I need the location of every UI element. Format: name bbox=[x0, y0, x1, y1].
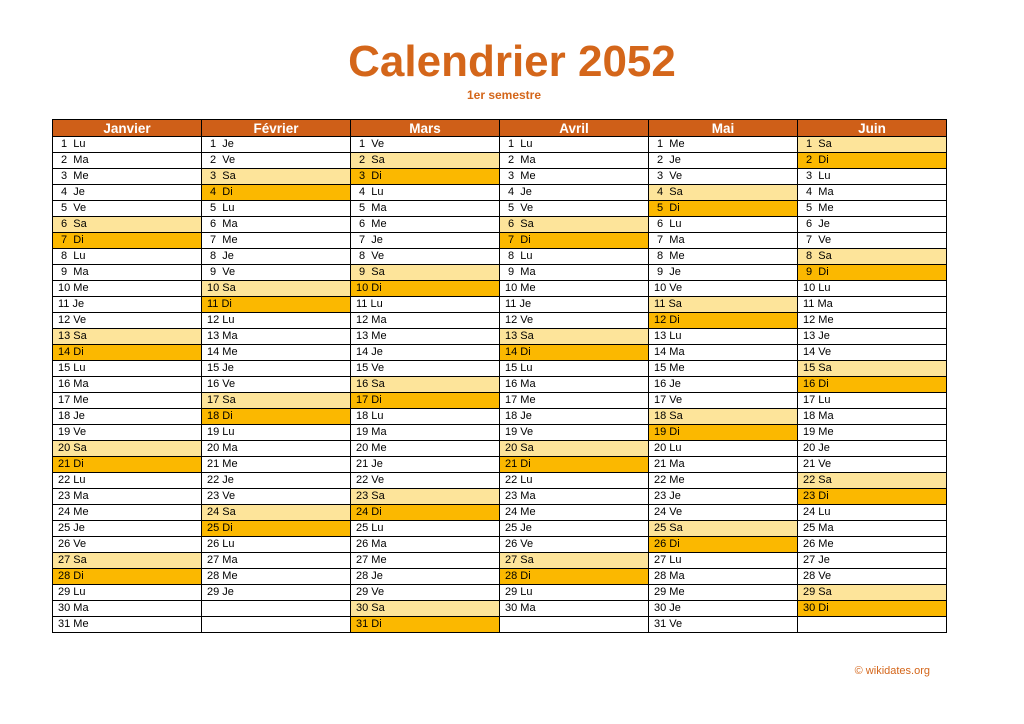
day-cell: 27 Je bbox=[798, 553, 947, 569]
day-cell: 10 Sa bbox=[202, 281, 351, 297]
day-row bbox=[53, 233, 947, 249]
day-cell: 24 Lu bbox=[798, 505, 947, 521]
day-cell: 24 Me bbox=[53, 505, 202, 521]
day-cell: 5 Me bbox=[798, 201, 947, 217]
day-cell: 3 Sa bbox=[202, 169, 351, 185]
day-cell: 16 Di bbox=[798, 377, 947, 393]
day-cell: 7 Me bbox=[202, 233, 351, 249]
day-cell: 27 Ma bbox=[202, 553, 351, 569]
empty-cell bbox=[202, 617, 351, 633]
day-cell: 21 Di bbox=[500, 457, 649, 473]
day-cell: 19 Ve bbox=[500, 425, 649, 441]
day-cell: 4 Je bbox=[500, 185, 649, 201]
empty-cell bbox=[798, 617, 947, 633]
day-cell: 26 Ve bbox=[500, 537, 649, 553]
day-cell: 2 Ma bbox=[53, 153, 202, 169]
day-row bbox=[53, 345, 947, 361]
day-cell: 15 Ve bbox=[351, 361, 500, 377]
day-cell: 22 Lu bbox=[500, 473, 649, 489]
day-cell: 22 Sa bbox=[798, 473, 947, 489]
day-cell: 15 Me bbox=[649, 361, 798, 377]
day-cell: 3 Di bbox=[351, 169, 500, 185]
day-cell: 7 Je bbox=[351, 233, 500, 249]
day-row bbox=[53, 409, 947, 425]
day-row bbox=[53, 249, 947, 265]
day-cell: 20 Ma bbox=[202, 441, 351, 457]
day-cell: 21 Je bbox=[351, 457, 500, 473]
day-cell: 11 Je bbox=[500, 297, 649, 313]
day-cell: 5 Di bbox=[649, 201, 798, 217]
day-cell: 24 Ve bbox=[649, 505, 798, 521]
day-cell: 15 Lu bbox=[53, 361, 202, 377]
day-cell: 21 Di bbox=[53, 457, 202, 473]
day-cell: 29 Lu bbox=[500, 585, 649, 601]
day-row bbox=[53, 393, 947, 409]
day-cell: 19 Ve bbox=[53, 425, 202, 441]
day-cell: 21 Ma bbox=[649, 457, 798, 473]
day-row bbox=[53, 137, 947, 153]
day-cell: 14 Ma bbox=[649, 345, 798, 361]
day-cell: 27 Me bbox=[351, 553, 500, 569]
day-row bbox=[53, 569, 947, 585]
day-cell: 31 Me bbox=[53, 617, 202, 633]
day-cell: 25 Je bbox=[500, 521, 649, 537]
day-cell: 24 Sa bbox=[202, 505, 351, 521]
day-row bbox=[53, 553, 947, 569]
day-cell: 1 Je bbox=[202, 137, 351, 153]
day-cell: 9 Di bbox=[798, 265, 947, 281]
calendar-table bbox=[52, 119, 947, 633]
day-row bbox=[53, 153, 947, 169]
day-cell: 19 Ma bbox=[351, 425, 500, 441]
day-cell: 2 Ma bbox=[500, 153, 649, 169]
day-cell: 26 Ve bbox=[53, 537, 202, 553]
day-cell: 20 Lu bbox=[649, 441, 798, 457]
day-cell: 11 Ma bbox=[798, 297, 947, 313]
day-cell: 19 Lu bbox=[202, 425, 351, 441]
day-cell: 9 Je bbox=[649, 265, 798, 281]
day-cell: 22 Lu bbox=[53, 473, 202, 489]
day-cell: 17 Lu bbox=[798, 393, 947, 409]
day-row bbox=[53, 537, 947, 553]
day-row bbox=[53, 505, 947, 521]
day-cell: 31 Di bbox=[351, 617, 500, 633]
day-cell: 13 Je bbox=[798, 329, 947, 345]
day-cell: 9 Ve bbox=[202, 265, 351, 281]
day-cell: 3 Me bbox=[500, 169, 649, 185]
day-cell: 2 Di bbox=[798, 153, 947, 169]
day-cell: 29 Lu bbox=[53, 585, 202, 601]
day-cell: 13 Sa bbox=[53, 329, 202, 345]
day-cell: 23 Ve bbox=[202, 489, 351, 505]
day-cell: 10 Ve bbox=[649, 281, 798, 297]
day-cell: 30 Sa bbox=[351, 601, 500, 617]
day-cell: 12 Me bbox=[798, 313, 947, 329]
day-cell: 5 Ma bbox=[351, 201, 500, 217]
day-cell: 8 Lu bbox=[53, 249, 202, 265]
day-cell: 2 Sa bbox=[351, 153, 500, 169]
empty-cell bbox=[202, 601, 351, 617]
day-cell: 16 Ve bbox=[202, 377, 351, 393]
day-cell: 10 Lu bbox=[798, 281, 947, 297]
day-row bbox=[53, 329, 947, 345]
day-cell: 29 Ve bbox=[351, 585, 500, 601]
day-cell: 13 Sa bbox=[500, 329, 649, 345]
day-cell: 23 Ma bbox=[53, 489, 202, 505]
day-cell: 1 Me bbox=[649, 137, 798, 153]
day-cell: 16 Je bbox=[649, 377, 798, 393]
day-cell: 12 Ma bbox=[351, 313, 500, 329]
day-row bbox=[53, 361, 947, 377]
day-row bbox=[53, 169, 947, 185]
day-cell: 27 Sa bbox=[500, 553, 649, 569]
day-cell: 11 Sa bbox=[649, 297, 798, 313]
day-cell: 20 Je bbox=[798, 441, 947, 457]
day-cell: 20 Me bbox=[351, 441, 500, 457]
day-cell: 26 Di bbox=[649, 537, 798, 553]
day-cell: 7 Di bbox=[53, 233, 202, 249]
day-cell: 24 Me bbox=[500, 505, 649, 521]
day-cell: 29 Je bbox=[202, 585, 351, 601]
day-cell: 30 Je bbox=[649, 601, 798, 617]
day-cell: 25 Lu bbox=[351, 521, 500, 537]
day-cell: 6 Lu bbox=[649, 217, 798, 233]
day-cell: 25 Di bbox=[202, 521, 351, 537]
day-cell: 18 Ma bbox=[798, 409, 947, 425]
day-row bbox=[53, 601, 947, 617]
day-row bbox=[53, 473, 947, 489]
day-cell: 7 Ma bbox=[649, 233, 798, 249]
calendar-body bbox=[53, 137, 947, 633]
day-cell: 22 Ve bbox=[351, 473, 500, 489]
day-cell: 9 Ma bbox=[500, 265, 649, 281]
day-cell: 3 Me bbox=[53, 169, 202, 185]
day-cell: 6 Ma bbox=[202, 217, 351, 233]
day-cell: 17 Me bbox=[500, 393, 649, 409]
day-cell: 6 Je bbox=[798, 217, 947, 233]
day-cell: 25 Je bbox=[53, 521, 202, 537]
day-row bbox=[53, 425, 947, 441]
day-cell: 26 Lu bbox=[202, 537, 351, 553]
day-row bbox=[53, 281, 947, 297]
day-cell: 10 Di bbox=[351, 281, 500, 297]
day-cell: 23 Je bbox=[649, 489, 798, 505]
day-cell: 29 Me bbox=[649, 585, 798, 601]
day-cell: 4 Lu bbox=[351, 185, 500, 201]
day-cell: 15 Je bbox=[202, 361, 351, 377]
day-row bbox=[53, 297, 947, 313]
day-cell: 17 Di bbox=[351, 393, 500, 409]
day-cell: 4 Je bbox=[53, 185, 202, 201]
day-cell: 11 Di bbox=[202, 297, 351, 313]
day-cell: 14 Je bbox=[351, 345, 500, 361]
day-row bbox=[53, 377, 947, 393]
day-cell: 12 Di bbox=[649, 313, 798, 329]
day-cell: 22 Je bbox=[202, 473, 351, 489]
day-cell: 31 Ve bbox=[649, 617, 798, 633]
day-cell: 23 Ma bbox=[500, 489, 649, 505]
month-header-4: Mai bbox=[649, 120, 798, 137]
month-header-1: Février bbox=[202, 120, 351, 137]
day-cell: 8 Je bbox=[202, 249, 351, 265]
month-header-0: Janvier bbox=[53, 120, 202, 137]
day-cell: 20 Sa bbox=[53, 441, 202, 457]
day-cell: 19 Me bbox=[798, 425, 947, 441]
day-row bbox=[53, 265, 947, 281]
day-cell: 25 Ma bbox=[798, 521, 947, 537]
day-cell: 6 Me bbox=[351, 217, 500, 233]
day-cell: 8 Lu bbox=[500, 249, 649, 265]
day-cell: 8 Ve bbox=[351, 249, 500, 265]
day-cell: 22 Me bbox=[649, 473, 798, 489]
day-cell: 13 Lu bbox=[649, 329, 798, 345]
day-row bbox=[53, 521, 947, 537]
day-cell: 6 Sa bbox=[53, 217, 202, 233]
day-cell: 4 Di bbox=[202, 185, 351, 201]
month-header-3: Avril bbox=[500, 120, 649, 137]
day-row bbox=[53, 217, 947, 233]
day-cell: 6 Sa bbox=[500, 217, 649, 233]
day-cell: 1 Ve bbox=[351, 137, 500, 153]
day-cell: 3 Lu bbox=[798, 169, 947, 185]
day-cell: 14 Di bbox=[500, 345, 649, 361]
empty-cell bbox=[500, 617, 649, 633]
day-row bbox=[53, 457, 947, 473]
day-cell: 14 Di bbox=[53, 345, 202, 361]
day-cell: 9 Ma bbox=[53, 265, 202, 281]
day-cell: 26 Me bbox=[798, 537, 947, 553]
day-cell: 24 Di bbox=[351, 505, 500, 521]
day-cell: 30 Ma bbox=[53, 601, 202, 617]
day-row bbox=[53, 489, 947, 505]
day-cell: 1 Lu bbox=[500, 137, 649, 153]
day-cell: 15 Sa bbox=[798, 361, 947, 377]
day-cell: 16 Ma bbox=[500, 377, 649, 393]
day-cell: 16 Ma bbox=[53, 377, 202, 393]
day-cell: 8 Me bbox=[649, 249, 798, 265]
day-cell: 18 Je bbox=[53, 409, 202, 425]
day-cell: 28 Me bbox=[202, 569, 351, 585]
day-cell: 28 Je bbox=[351, 569, 500, 585]
day-row bbox=[53, 185, 947, 201]
day-cell: 11 Je bbox=[53, 297, 202, 313]
day-cell: 17 Me bbox=[53, 393, 202, 409]
month-header-5: Juin bbox=[798, 120, 947, 137]
month-header-2: Mars bbox=[351, 120, 500, 137]
day-cell: 7 Ve bbox=[798, 233, 947, 249]
day-cell: 30 Di bbox=[798, 601, 947, 617]
day-cell: 14 Ve bbox=[798, 345, 947, 361]
day-cell: 28 Ve bbox=[798, 569, 947, 585]
day-cell: 25 Sa bbox=[649, 521, 798, 537]
day-cell: 12 Ve bbox=[53, 313, 202, 329]
day-row bbox=[53, 201, 947, 217]
day-row bbox=[53, 441, 947, 457]
day-cell: 11 Lu bbox=[351, 297, 500, 313]
day-cell: 27 Sa bbox=[53, 553, 202, 569]
day-cell: 1 Lu bbox=[53, 137, 202, 153]
day-cell: 16 Sa bbox=[351, 377, 500, 393]
day-cell: 17 Sa bbox=[202, 393, 351, 409]
day-cell: 7 Di bbox=[500, 233, 649, 249]
copyright-footer: © wikidates.org bbox=[854, 665, 930, 677]
day-cell: 2 Ve bbox=[202, 153, 351, 169]
day-cell: 27 Lu bbox=[649, 553, 798, 569]
day-cell: 10 Me bbox=[53, 281, 202, 297]
day-row bbox=[53, 585, 947, 601]
day-cell: 19 Di bbox=[649, 425, 798, 441]
day-cell: 4 Sa bbox=[649, 185, 798, 201]
day-cell: 21 Me bbox=[202, 457, 351, 473]
day-cell: 23 Di bbox=[798, 489, 947, 505]
day-cell: 28 Di bbox=[500, 569, 649, 585]
day-cell: 1 Sa bbox=[798, 137, 947, 153]
day-cell: 5 Lu bbox=[202, 201, 351, 217]
day-cell: 13 Me bbox=[351, 329, 500, 345]
day-cell: 3 Ve bbox=[649, 169, 798, 185]
day-cell: 26 Ma bbox=[351, 537, 500, 553]
day-cell: 28 Di bbox=[53, 569, 202, 585]
day-cell: 14 Me bbox=[202, 345, 351, 361]
day-cell: 23 Sa bbox=[351, 489, 500, 505]
page-title: Calendrier 2052 bbox=[348, 37, 676, 86]
day-cell: 30 Ma bbox=[500, 601, 649, 617]
day-cell: 12 Lu bbox=[202, 313, 351, 329]
day-cell: 21 Ve bbox=[798, 457, 947, 473]
day-cell: 18 Je bbox=[500, 409, 649, 425]
day-row bbox=[53, 617, 947, 633]
day-cell: 18 Di bbox=[202, 409, 351, 425]
day-cell: 20 Sa bbox=[500, 441, 649, 457]
day-cell: 12 Ve bbox=[500, 313, 649, 329]
day-cell: 2 Je bbox=[649, 153, 798, 169]
day-cell: 8 Sa bbox=[798, 249, 947, 265]
page-subtitle: 1er semestre bbox=[466, 88, 542, 102]
day-cell: 15 Lu bbox=[500, 361, 649, 377]
day-cell: 18 Lu bbox=[351, 409, 500, 425]
day-cell: 5 Ve bbox=[53, 201, 202, 217]
day-cell: 5 Ve bbox=[500, 201, 649, 217]
day-cell: 13 Ma bbox=[202, 329, 351, 345]
day-cell: 29 Sa bbox=[798, 585, 947, 601]
month-header-row bbox=[53, 120, 947, 137]
day-cell: 9 Sa bbox=[351, 265, 500, 281]
day-row bbox=[53, 313, 947, 329]
day-cell: 10 Me bbox=[500, 281, 649, 297]
day-cell: 4 Ma bbox=[798, 185, 947, 201]
day-cell: 17 Ve bbox=[649, 393, 798, 409]
day-cell: 28 Ma bbox=[649, 569, 798, 585]
day-cell: 18 Sa bbox=[649, 409, 798, 425]
